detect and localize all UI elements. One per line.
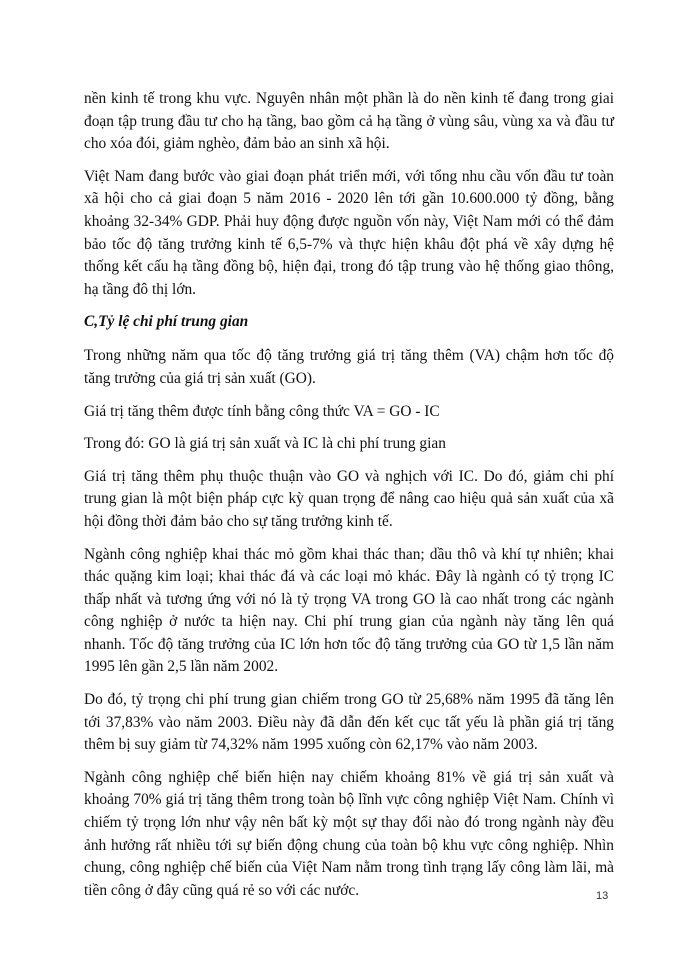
section-heading: C,Tỷ lệ chi phí trung gian [84, 313, 249, 331]
page-number: 13 [596, 890, 609, 902]
document-page [84, 88, 614, 912]
paragraph-manufacturing-industry: Ngành công nghiệp chế biến hiện nay chiếm khoảng 81% về giá trị sản xuất và khoảng 70% giá trị tăng thêm trong toàn bộ lĩnh vực công nghiệp Việt Nam. Chính vì chiếm tỷ trọng lớn như vậy nên bất kỳ một sự thay đổi nào đó trong ngành này đều ảnh hưởng rất nhiều tới sự biến động chung của toàn bộ khu vực công nghiệp. Nhìn chung, công nghiệp chế biến của Việt Nam nằm trong tình trạng lấy công làm lãi, mà tiền công ở đây cũng quá rẻ so với các nước. [84, 768, 614, 899]
paragraph-va-growth: Trong những năm qua tốc độ tăng trưởng giá trị tăng thêm (VA) chậm hơn tốc độ tăng trưởng của giá trị sản xuất (GO). [84, 347, 614, 387]
paragraph-ic-share-change: Do đó, tỷ trọng chi phí trung gian chiếm trong GO từ 25,68% năm 1995 đã tăng lên tới 37,83% vào năm 2003. Điều này đã dẫn đến kết cục tất yếu là phần giá trị tăng thêm bị suy giảm từ 74,32% năm 1995 xuống còn 62,17% vào năm 2003. [84, 691, 614, 754]
paragraph-mining-industry: Ngành công nghiệp khai thác mỏ gồm khai thác than; dầu thô và khí tự nhiên; khai thác quặng kim loại; khai thác đá và các loại mỏ khác. Đây là ngành có tỷ trọng IC thấp nhất và tương ứng với nó là tỷ trọng VA trong GO là cao nhất trong các ngành công nghiệp ở nước ta hiện nay. Chi phí trung gian của ngành này tăng lên quá nhanh. Tốc độ tăng trưởng của IC lớn hơn tốc độ tăng trưởng của GO từ 1,5 lần năm 1995 lên gần 2,5 lần năm 2002. [84, 545, 614, 676]
paragraph-formula-definitions: Trong đó: GO là giá trị sản xuất và IC là chi phí trung gian [84, 435, 446, 453]
paragraph-ic-importance: Giá trị tăng thêm phụ thuộc thuận vào GO và nghịch với IC. Do đó, giảm chi phí trung gian là một biện pháp cực kỳ quan trọng để nâng cao hiệu quả sản xuất của xã hội đồng thời đảm bảo cho sự tăng trưởng kinh tế. [84, 467, 614, 530]
paragraph-investment-needs: Việt Nam đang bước vào giai đoạn phát triển mới, với tổng nhu cầu vốn đầu tư toàn xã hội cho cả giai đoạn 5 năm 2016 - 2020 lên tới gần 10.600.000 tỷ đồng, bằng khoảng 32-34% GDP. Phải huy động được nguồn vốn này, Việt Nam mới có thể đảm bảo tốc độ tăng trưởng kinh tế 6,5-7% và thực hiện khâu đột phá về xây dựng hệ thống kết cấu hạ tầng đồng bộ, hiện đại, trong đó tập trung vào hệ thống giao thông, hạ tầng đô thị lớn. [84, 167, 614, 298]
paragraph-va-formula: Giá trị tăng thêm được tính bằng công thức VA = GO - IC [84, 402, 440, 420]
paragraph-investment-context: nền kinh tế trong khu vực. Nguyên nhân một phần là do nền kinh tế đang trong giai đoạn tập trung đầu tư cho hạ tầng, bao gồm cả hạ tầng ở vùng sâu, vùng xa và đầu tư cho xóa đói, giảm nghèo, đảm bảo an sinh xã hội. [84, 90, 614, 153]
